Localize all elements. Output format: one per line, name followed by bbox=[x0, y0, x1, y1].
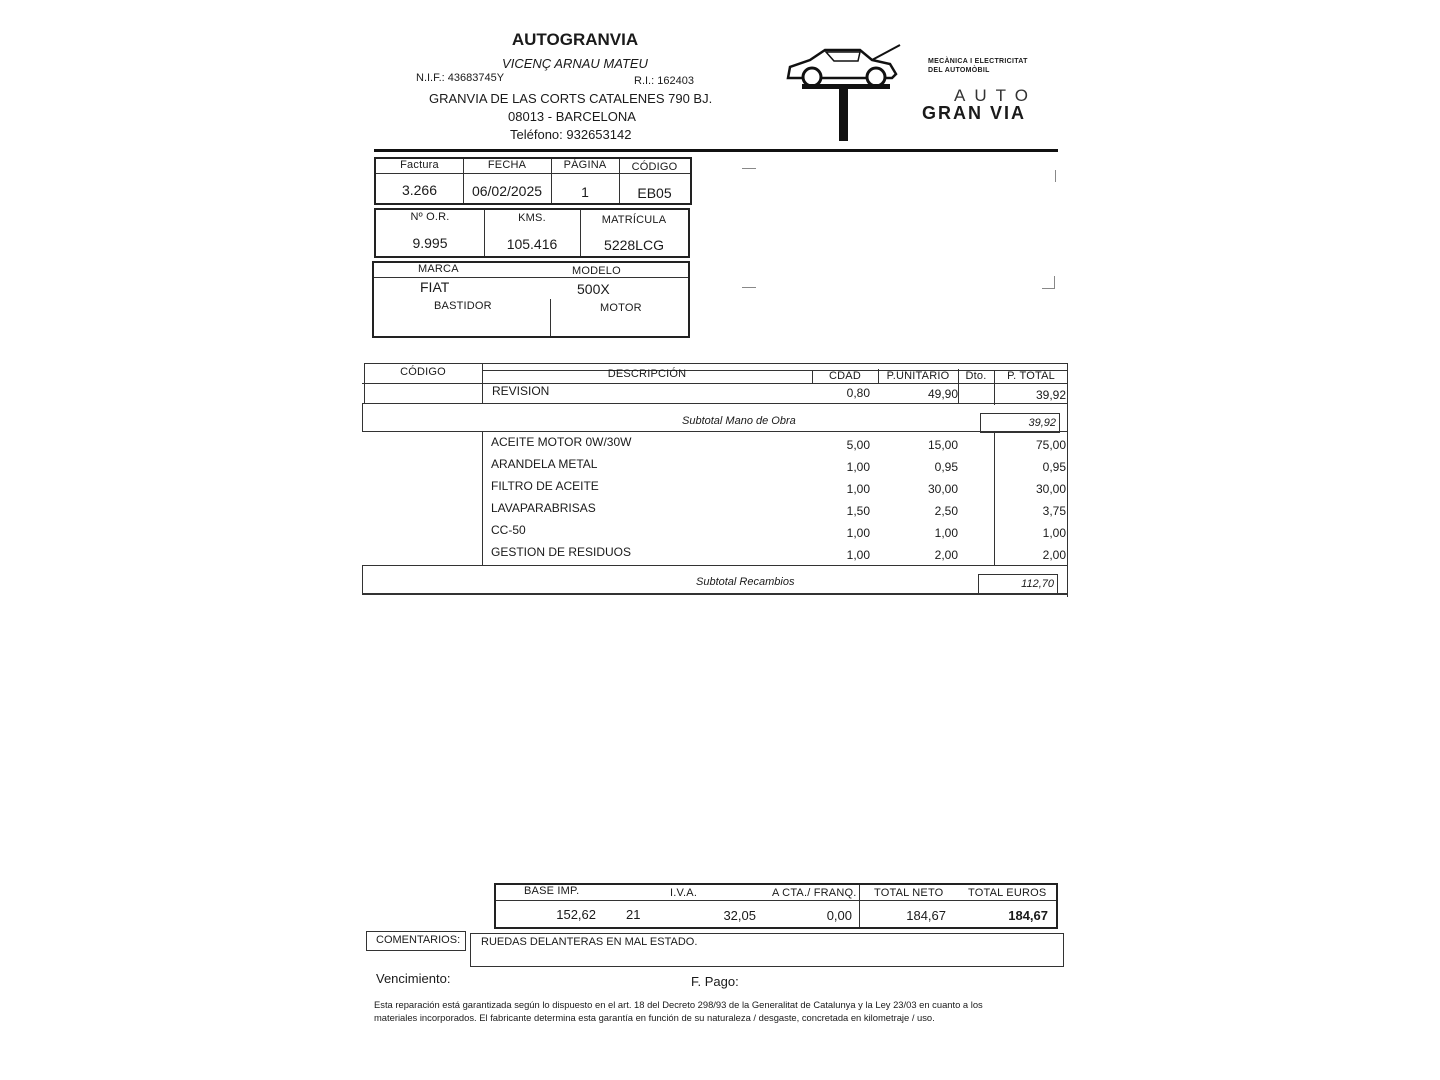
line-punitario: 49,90 bbox=[927, 387, 958, 401]
legal-line-2: materiales incorporados. El fabricante determina esta garantía en función de su naturaleza / desgaste, concretada en kilometraje / uso. bbox=[374, 1012, 935, 1023]
comments-label: COMENTARIOS: bbox=[366, 931, 466, 951]
fecha-label: FECHA bbox=[487, 159, 527, 171]
line-desc: ARANDELA METAL bbox=[491, 457, 598, 471]
logo-brand-bottom: GRAN VIA bbox=[922, 103, 1027, 123]
bastidor-label: BASTIDOR bbox=[434, 300, 492, 312]
line-total: 3,75 bbox=[1042, 504, 1066, 518]
line-desc: GESTION DE RESIDUOS bbox=[491, 545, 632, 559]
col-punitario: P.UNITARIO bbox=[886, 370, 950, 382]
company-address: GRANVIA DE LAS CORTS CATALENES 790 BJ. bbox=[429, 91, 713, 106]
nor-label: Nº O.R. bbox=[410, 211, 450, 223]
modelo-label: MODELO bbox=[572, 265, 621, 277]
line-desc: CC-50 bbox=[491, 523, 526, 537]
base-value: 152,62 bbox=[556, 907, 596, 922]
line-cdad: 1,00 bbox=[846, 460, 870, 474]
line-desc: FILTRO DE ACEITE bbox=[491, 479, 599, 493]
company-name: AUTOGRANVIA bbox=[511, 30, 639, 49]
euros-label: TOTAL EUROS bbox=[968, 887, 1047, 899]
line-cdad: 1,00 bbox=[846, 526, 870, 540]
neto-value: 184,67 bbox=[906, 908, 946, 923]
line-punitario: 1,00 bbox=[934, 526, 958, 540]
fpago-label: F. Pago: bbox=[691, 974, 739, 989]
line-desc: REVISION bbox=[492, 384, 550, 398]
base-label: BASE IMP. bbox=[524, 885, 580, 897]
labor-subtotal-value: 39,92 bbox=[980, 413, 1060, 433]
acta-value: 0,00 bbox=[826, 908, 852, 923]
line-desc: LAVAPARABRISAS bbox=[491, 501, 596, 515]
scan-mark bbox=[1055, 170, 1056, 182]
vehicle-box bbox=[374, 208, 690, 258]
codigo-label: CÓDIGO bbox=[631, 161, 678, 173]
totals-box bbox=[494, 883, 1058, 929]
iva-label: I.V.A. bbox=[670, 887, 698, 899]
line-punitario: 2,50 bbox=[934, 504, 958, 518]
col-ptotal: P. TOTAL bbox=[1007, 370, 1055, 382]
scan-mark bbox=[1042, 276, 1055, 289]
col-descripcion: DESCRIPCIÓN bbox=[607, 368, 687, 380]
col-dto: Dto. bbox=[965, 370, 987, 382]
line-punitario: 0,95 bbox=[934, 460, 958, 474]
nor-value: 9.995 bbox=[412, 235, 448, 251]
line-cdad: 1,00 bbox=[846, 482, 870, 496]
line-desc: ACEITE MOTOR 0W/30W bbox=[491, 435, 632, 449]
iva-pct-value: 21 bbox=[626, 907, 641, 922]
line-punitario: 30,00 bbox=[927, 482, 958, 496]
logo-brand-top: AUTO bbox=[954, 86, 1037, 105]
labor-subtotal-label: Subtotal Mano de Obra bbox=[682, 415, 796, 427]
line-total: 0,95 bbox=[1042, 460, 1066, 474]
factura-value: 3.266 bbox=[401, 182, 438, 198]
euros-value: 184,67 bbox=[1008, 908, 1048, 923]
codigo-value: EB05 bbox=[637, 185, 672, 201]
vehicle-model-box bbox=[372, 261, 690, 338]
line-items-table bbox=[362, 363, 1068, 601]
parts-subtotal-value: 112,70 bbox=[978, 574, 1058, 594]
company-city: 08013 - BARCELONA bbox=[508, 109, 636, 124]
acta-label: A CTA./ FRANQ. bbox=[772, 887, 857, 899]
fecha-value: 06/02/2025 bbox=[471, 183, 543, 199]
vencimiento-label: Vencimiento: bbox=[376, 971, 451, 986]
line-cdad: 1,00 bbox=[846, 548, 870, 562]
col-codigo: CÓDIGO bbox=[400, 366, 446, 378]
parts-subtotal-label: Subtotal Recambios bbox=[696, 576, 795, 588]
col-cdad: CDAD bbox=[829, 370, 861, 382]
line-punitario: 2,00 bbox=[934, 548, 958, 562]
motor-label: MOTOR bbox=[600, 302, 642, 314]
matricula-value: 5228LCG bbox=[604, 237, 664, 253]
header-divider bbox=[374, 149, 1058, 152]
company-owner: VICENÇ ARNAU MATEU bbox=[502, 56, 648, 71]
line-cdad: 1,50 bbox=[846, 504, 870, 518]
marca-value: FIAT bbox=[420, 279, 450, 295]
line-cdad: 5,00 bbox=[846, 438, 870, 452]
company-ri: R.I.: 162403 bbox=[634, 75, 694, 87]
legal-line-1: Esta reparación está garantizada según lo dispuesto en el art. 18 del Decreto 298/93 de la Generalitat de Catalunya y la Ley 23/03 en cuanto a los bbox=[374, 999, 983, 1010]
marca-label: MARCA bbox=[418, 263, 459, 275]
iva-value: 32,05 bbox=[723, 908, 756, 923]
logo-tagline-2: DEL AUTOMÒBIL bbox=[928, 67, 990, 74]
matricula-label: MATRÍCULA bbox=[601, 214, 667, 226]
pagina-label: PÁGINA bbox=[563, 159, 607, 171]
kms-label: KMS. bbox=[518, 212, 546, 224]
company-nif: N.I.F.: 43683745Y bbox=[416, 72, 505, 84]
line-total: 2,00 bbox=[1042, 548, 1066, 562]
line-total: 39,92 bbox=[1035, 388, 1066, 402]
line-total: 75,00 bbox=[1035, 438, 1066, 452]
scan-mark bbox=[742, 168, 756, 169]
line-total: 30,00 bbox=[1035, 482, 1066, 496]
neto-label: TOTAL NETO bbox=[874, 887, 944, 899]
modelo-value: 500X bbox=[577, 281, 610, 297]
comments-text: RUEDAS DELANTERAS EN MAL ESTADO. bbox=[470, 933, 1064, 967]
scan-mark bbox=[742, 287, 756, 288]
logo-tagline-1: MECÀNICA I ELECTRICITAT bbox=[928, 58, 1028, 65]
pagina-value: 1 bbox=[581, 184, 589, 200]
invoice-box bbox=[374, 157, 692, 205]
kms-value: 105.416 bbox=[506, 236, 558, 252]
factura-label: Factura bbox=[400, 159, 439, 171]
line-punitario: 15,00 bbox=[927, 438, 958, 452]
company-phone: Teléfono: 932653142 bbox=[510, 127, 632, 142]
line-cdad: 0,80 bbox=[846, 386, 870, 400]
car-lift-logo bbox=[780, 40, 905, 144]
line-total: 1,00 bbox=[1042, 526, 1066, 540]
